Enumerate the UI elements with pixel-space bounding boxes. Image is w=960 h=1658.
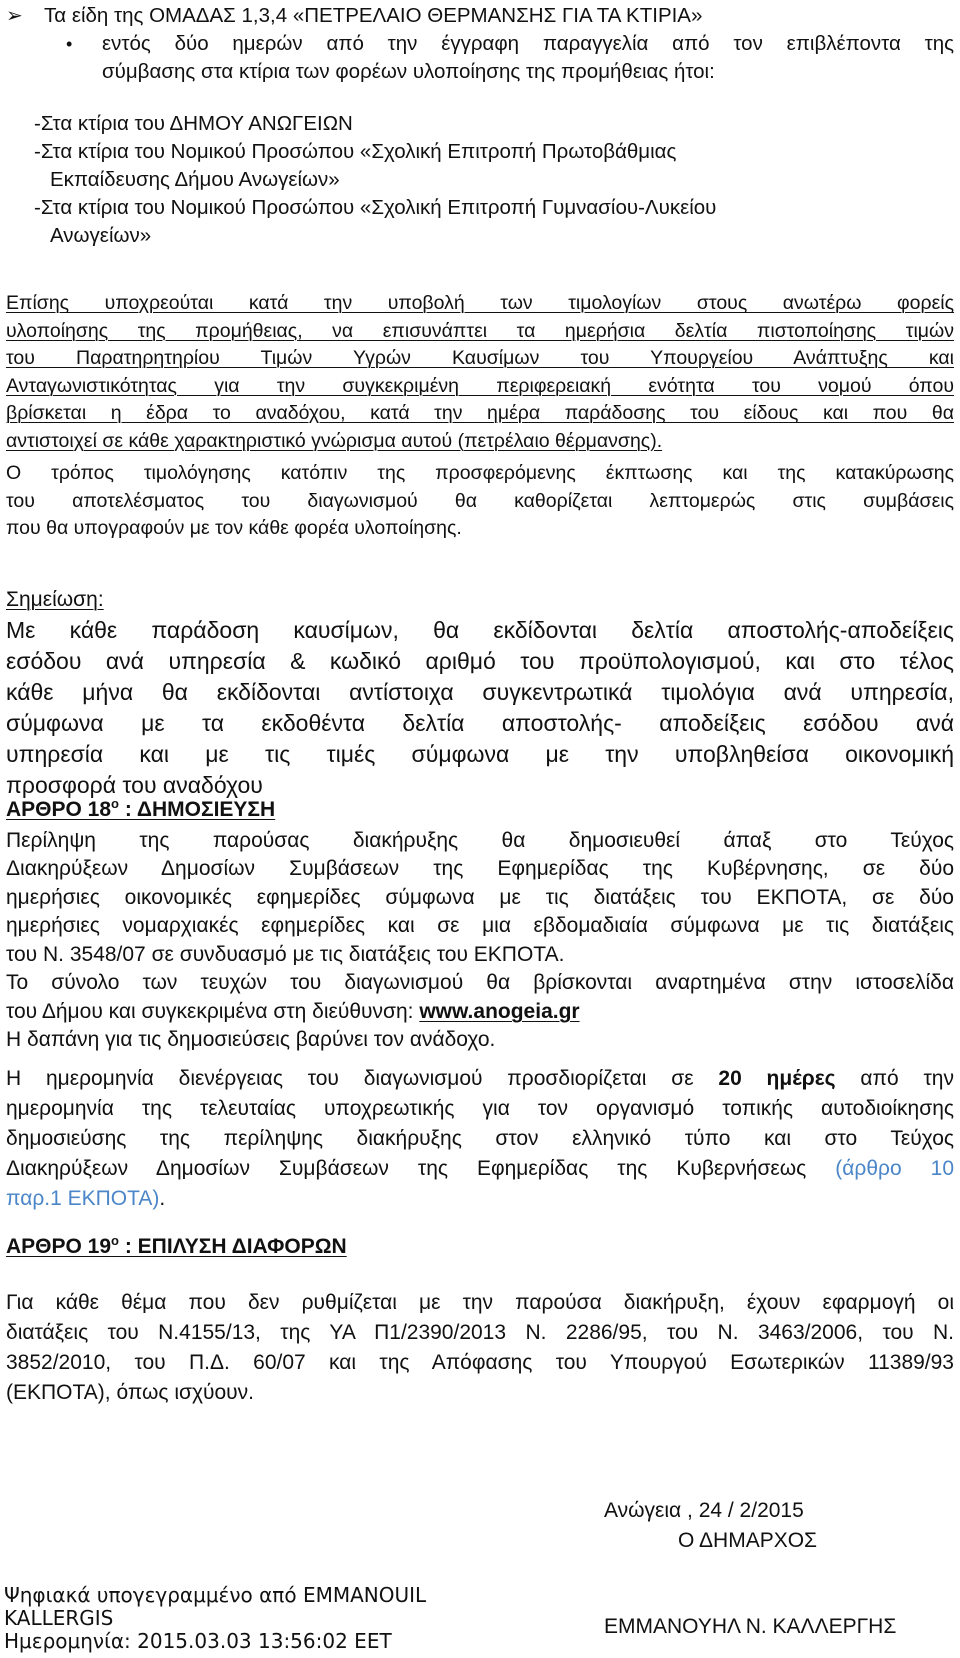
paragraph-line: του αποτελέσματος του διαγωνισμού θα καθορίζεται λεπτομερώς στις συμβάσεις [6, 489, 954, 512]
building-item: -Στα κτίρια του ΔΗΜΟΥ ΑΝΩΓΕΙΩΝ [34, 112, 353, 135]
building-item: Ανωγείων» [50, 224, 152, 247]
building-item: -Στα κτίρια του Νομικού Προσώπου «Σχολική Επιτροπή Πρωτοβάθμιας [34, 140, 677, 163]
signer-name: ΕΜΜΑΝΟΥΗΛ Ν. ΚΑΛΛΕΡΓΗΣ [604, 1615, 897, 1638]
paragraph-line: δημοσιεύσης της περίληψης διακήρυξης στον ελληνικό τύπο και στο Τεύχος [6, 1127, 954, 1150]
article-18-title: ΑΡΘΡΟ $18^o$ : ΔΗΜΟΣΙΕΥΣΗ [6, 796, 276, 821]
article-19-section [6, 1226, 954, 1408]
article-line: Το σύνολο των τευχών του διαγωνισμού θα βρίσκονται αναρτημένα στην ιστοσελίδα [6, 971, 954, 994]
place-date: Ανώγεια , 24 / 2/2015 [604, 1499, 804, 1522]
paragraph-line: Ο τρόπος τιμολόγησης κατόπιν της προσφερόμενης έκπτωσης και της κατακύρωσης [6, 462, 954, 484]
paragraph-line: Ανταγωνιστικότητας για την συγκεκριμένη περιφερειακή ενότητα του νομού όπου [6, 374, 954, 397]
website-link[interactable]: www.anogeia.gr [419, 999, 580, 1023]
article-line: (ΕΚΠΟΤΑ), όπως ισχύουν. [6, 1381, 255, 1404]
note-section [6, 584, 954, 801]
bullet-line: σύμβασης στα κτίρια των φορέων υλοποίησης της προμήθειας ήτοι: [102, 60, 715, 83]
note-line: υπηρεσία και με τις τιμές σύμφωνα με την υποβληθείσα οικονομική [6, 741, 954, 767]
article-18-section [6, 790, 954, 1055]
arrow-bullet-icon: ➢ [6, 5, 23, 27]
paragraph-line: Επίσης υποχρεούται κατά την υποβολή των τιμολογίων στους ανωτέρω φορείς [6, 292, 954, 314]
article-19-title: ΑΡΘΡΟ $19^o$ : ΕΠΙΛΥΣΗ ΔΙΑΦΟΡΩΝ [6, 1233, 347, 1258]
paragraph-line: παρ.1 ΕΚΠΟΤΑ). [6, 1187, 166, 1210]
paragraph-line: ημερομηνία της τελευταίας υποχρεωτικής για τον οργανισμό τοπικής αυτοδιοίκησης [6, 1097, 954, 1120]
tender-date-paragraph [6, 1064, 954, 1214]
digital-signature [4, 1584, 524, 1653]
invoice-obligation-paragraph [6, 290, 954, 455]
group-heading: Τα είδη της ΟΜΑΔΑΣ 1,3,4 «ΠΕΤΡΕΛΑΙΟ ΘΕΡΜΑΝΣΗΣ ΓΙΑ ΤΑ ΚΤΙΡΙΑ» [44, 4, 703, 27]
bullet-line: εντός δύο ημερών από την έγγραφη παραγγελία από τον επιβλέποντα της [102, 32, 954, 55]
signature-line: KALLERGIS [4, 1606, 114, 1630]
article-line: του Ν. 3548/07 σε συνδυασμό με τις διατάξεις του ΕΚΠΟΤΑ. [6, 942, 565, 966]
signature-line: Ψηφιακά υπογεγραμμένο από EMMANOUIL [4, 1583, 427, 1607]
paragraph-line: του Παρατηρητηρίου Τιμών Υγρών Καυσίμων του Υπουργείου Ανάπτυξης και [6, 347, 954, 369]
group-heading-row [6, 2, 954, 30]
building-item: -Στα κτίρια του Νομικού Προσώπου «Σχολική Επιτροπή Γυμνασίου-Λυκείου [34, 196, 717, 219]
dot-bullet-icon: • [66, 34, 73, 54]
cost-line: Η δαπάνη για τις δημοσιεύσεις βαρύνει τον ανάδοχο. [6, 1028, 496, 1051]
paragraph-line: αντιστοιχεί σε κάθε χαρακτηριστικό γνώρισμα αυτού (πετρέλαιο θέρμανσης). [6, 429, 663, 452]
article-line: ημερήσιες νομαρχιακές εφημερίδες και σε μια εβδομαδιαία σύμφωνα με τις διατάξεις [6, 914, 954, 937]
building-item: Εκπαίδευσης Δήμου Ανωγείων» [50, 168, 340, 191]
note-line: Με κάθε παράδοση καυσίμων, θα εκδίδονται δελτία αποστολής-αποδείξεις [6, 617, 954, 643]
paragraph-line: Η ημερομηνία διενέργειας του διαγωνισμού προσδιορίζεται σε 20 ημέρες από την [6, 1067, 954, 1090]
signature-line: Ημερομηνία: 2015.03.03 13:56:02 EET [4, 1629, 392, 1653]
article-line: ημερήσιες οικονομικές εφημερίδες σύμφωνα με τις διατάξεις του ΕΚΠΟΤΑ, σε δύο [6, 885, 954, 909]
note-line: κάθε μήνα θα εκδίδονται αντίστοιχα συγκεντρωτικά τιμολόγια ανά υπηρεσία, [6, 679, 954, 705]
pricing-paragraph [6, 460, 954, 543]
paragraph-line: που θα υπογραφούν με τον κάθε φορέα υλοποίησης. [6, 517, 462, 539]
article-line: διατάξεις του Ν.4155/13, της ΥΑ Π1/2390/2013 Ν. 2286/95, του Ν. 3463/2006, του Ν. [6, 1321, 954, 1344]
note-line: προσφορά του αναδόχου [6, 772, 263, 798]
note-line: εσόδου ανά υπηρεσία & κωδικό αριθμό του προϋπολογισμού, και στο τέλος [6, 648, 954, 674]
note-title: Σημείωση: [6, 588, 104, 611]
article-line: Διακηρύξεων Δημοσίων Συμβάσεων της Εφημερίδας της Κυβέρνησης, σε δύο [6, 857, 954, 880]
paragraph-line: Διακηρύξεων Δημοσίων Συμβάσεων της Εφημερίδας της Κυβερνήσεως (άρθρο 10 [6, 1157, 954, 1180]
article-line: Για κάθε θέμα που δεν ρυθμίζεται με την παρούσα διακήρυξη, έχουν εφαρμογή οι [6, 1291, 954, 1314]
paragraph-line: βρίσκεται η έδρα το αναδόχου, κατά την ημέρα παράδοσης του είδους και που θα [6, 402, 954, 424]
delivery-section [6, 2, 954, 250]
note-line: σύμφωνα με τα εκδοθέντα δελτία αποστολής- αποδείξεις εσόδου ανά [6, 710, 954, 736]
signer-role: Ο ΔΗΜΑΡΧΟΣ [678, 1529, 818, 1552]
paragraph-line: υλοποίησης της προμήθειας, να επισυνάπτει τα ημερήσια δελτία πιστοποίησης τιμών [6, 319, 954, 342]
article-line: 3852/2010, του Π.Δ. 60/07 και της Απόφασης του Υπουργού Εσωτερικών 11389/93 [6, 1351, 954, 1374]
delivery-bullet [6, 30, 954, 86]
website-line: του Δήμου και συγκεκριμένα στη διεύθυνση: www.anogeia.gr [6, 999, 580, 1023]
article-line: Περίληψη της παρούσας διακήρυξης θα δημοσιευθεί άπαξ στο Τεύχος [6, 828, 954, 852]
